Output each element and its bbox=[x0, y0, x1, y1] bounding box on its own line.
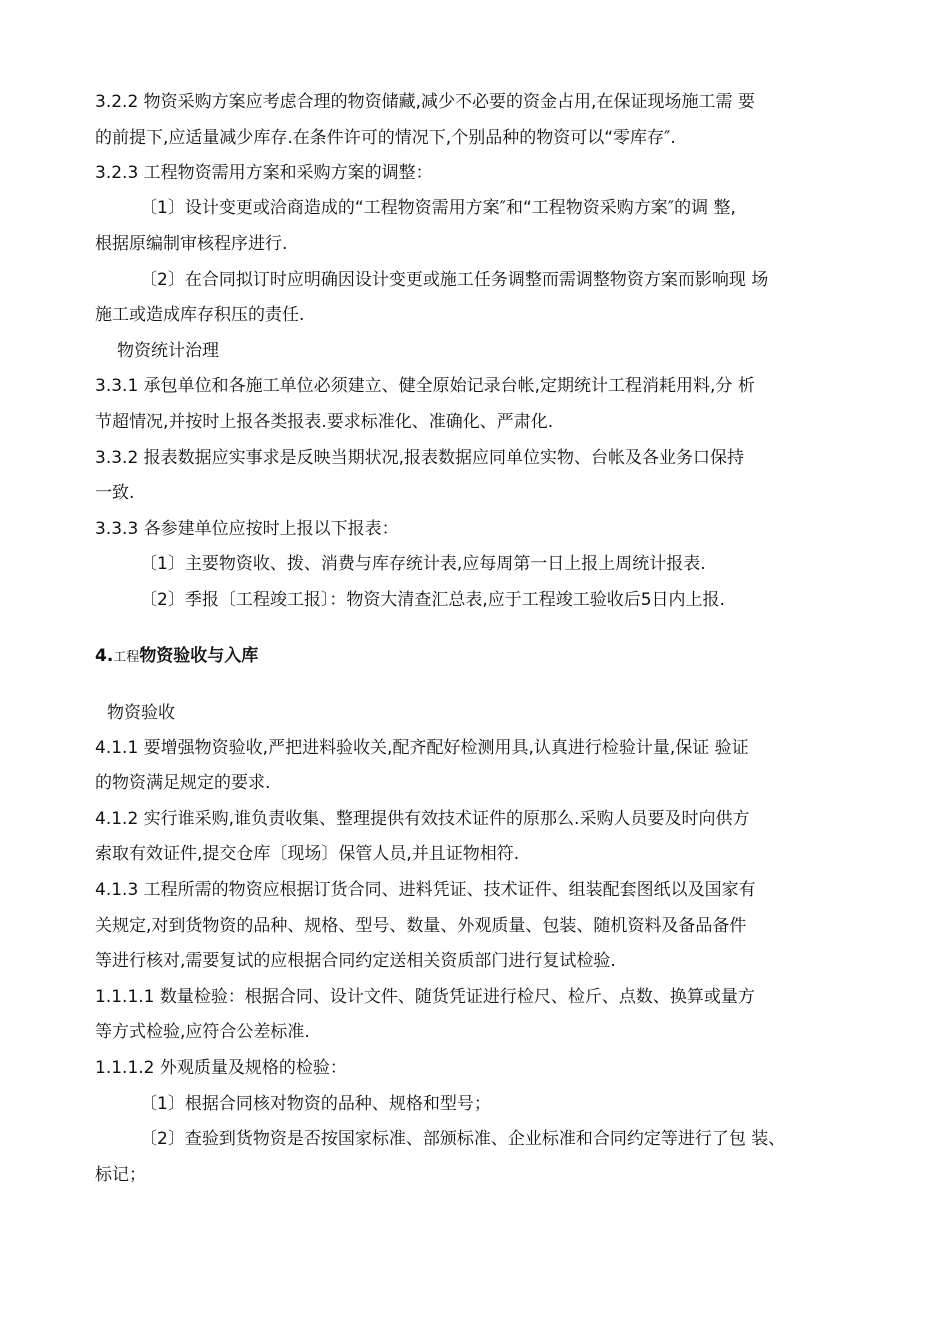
text-line: 3.2.2 物资采购方案应考虑合理的物资储藏,减少不必要的资金占用,在保证现场施工需 要 bbox=[95, 92, 755, 112]
text-line: 标记； bbox=[95, 1165, 146, 1185]
text-line: 〔2〕在合同拟订时应明确因设计变更或施工任务调整而需调整物资方案而影响现 场 bbox=[140, 270, 769, 290]
text-line: 1.1.1.1 数量检验：根据合同、设计文件、随货凭证进行检尺、检斤、点数、换算或量方 bbox=[95, 987, 755, 1007]
text-line: 4.1.1 要增强物资验收,严把进料验收关,配齐配好检测用具,认真进行检验计量,保证 验证 bbox=[95, 738, 749, 758]
text-line: 节超情况,并按时上报各类报表.要求标准化、准确化、严肃化. bbox=[95, 412, 554, 432]
text-line: 〔1〕主要物资收、拨、消费与库存统计表,应每周第一日上报上周统计报表. bbox=[140, 554, 706, 574]
text-line: 等进行核对,需要复试的应根据合同约定送相关资质部门进行复试检验. bbox=[95, 951, 616, 971]
section-heading bbox=[95, 645, 258, 669]
text-line: 关规定,对到货物资的品种、规格、型号、数量、外观质量、包装、随机资料及备品备件 bbox=[95, 916, 747, 936]
text-line: 施工或造成库存积压的责任. bbox=[95, 305, 305, 325]
text-line: 〔2〕季报〔工程竣工报〕：物资大清查汇总表,应于工程竣工验收后5日内上报. bbox=[140, 590, 725, 610]
text-line: 3.3.1 承包单位和各施工单位必须建立、健全原始记录台帐,定期统计工程消耗用料,分 析 bbox=[95, 376, 755, 396]
section-subtitle: 物资验收 bbox=[107, 703, 175, 723]
text-line: 3.3.2 报表数据应实事求是反映当期状况,报表数据应同单位实物、台帐及各业务口保持 bbox=[95, 448, 745, 468]
text-line: 1.1.1.2 外观质量及规格的检验： bbox=[95, 1058, 347, 1078]
text-line: 3.2.3 工程物资需用方案和采购方案的调整： bbox=[95, 163, 433, 183]
text-line: 的物资满足规定的要求. bbox=[95, 773, 271, 793]
text-line: 等方式检验,应符合公差标准. bbox=[95, 1022, 310, 1042]
text-line: 一致. bbox=[95, 483, 135, 503]
text-line: 3.3.3 各参建单位应按时上报以下报表： bbox=[95, 519, 399, 539]
text-line: 索取有效证件,提交仓库〔现场〕保管人员,并且证物相符. bbox=[95, 844, 520, 864]
text-line: 4.1.2 实行谁采购,谁负责收集、整理提供有效技术证件的原那么.采购人员要及时向供方 bbox=[95, 809, 750, 829]
text-line: 〔2〕查验到货物资是否按国家标准、部颁标准、企业标准和合同约定等进行了包 装、 bbox=[140, 1129, 786, 1149]
heading-title: 物资验收与入库 bbox=[139, 646, 259, 666]
text-line: 根据原编制审核程序进行. bbox=[95, 234, 288, 254]
text-line: 4.1.3 工程所需的物资应根据订货合同、进料凭证、技术证件、组装配套图纸以及国家有 bbox=[95, 880, 756, 900]
heading-small-prefix: 工程 bbox=[113, 650, 140, 665]
text-line: 〔1〕设计变更或洽商造成的“工程物资需用方案″和“工程物资采购方案″的调 整, bbox=[140, 198, 736, 218]
text-line: 的前提下,应适量减少库存.在条件许可的情况下,个别品种的物资可以“零库存″. bbox=[95, 128, 676, 148]
text-line: 〔1〕根据合同核对物资的品种、规格和型号； bbox=[140, 1094, 491, 1114]
heading-number: 4. bbox=[95, 646, 114, 666]
section-subtitle: 物资统计治理 bbox=[117, 341, 219, 361]
